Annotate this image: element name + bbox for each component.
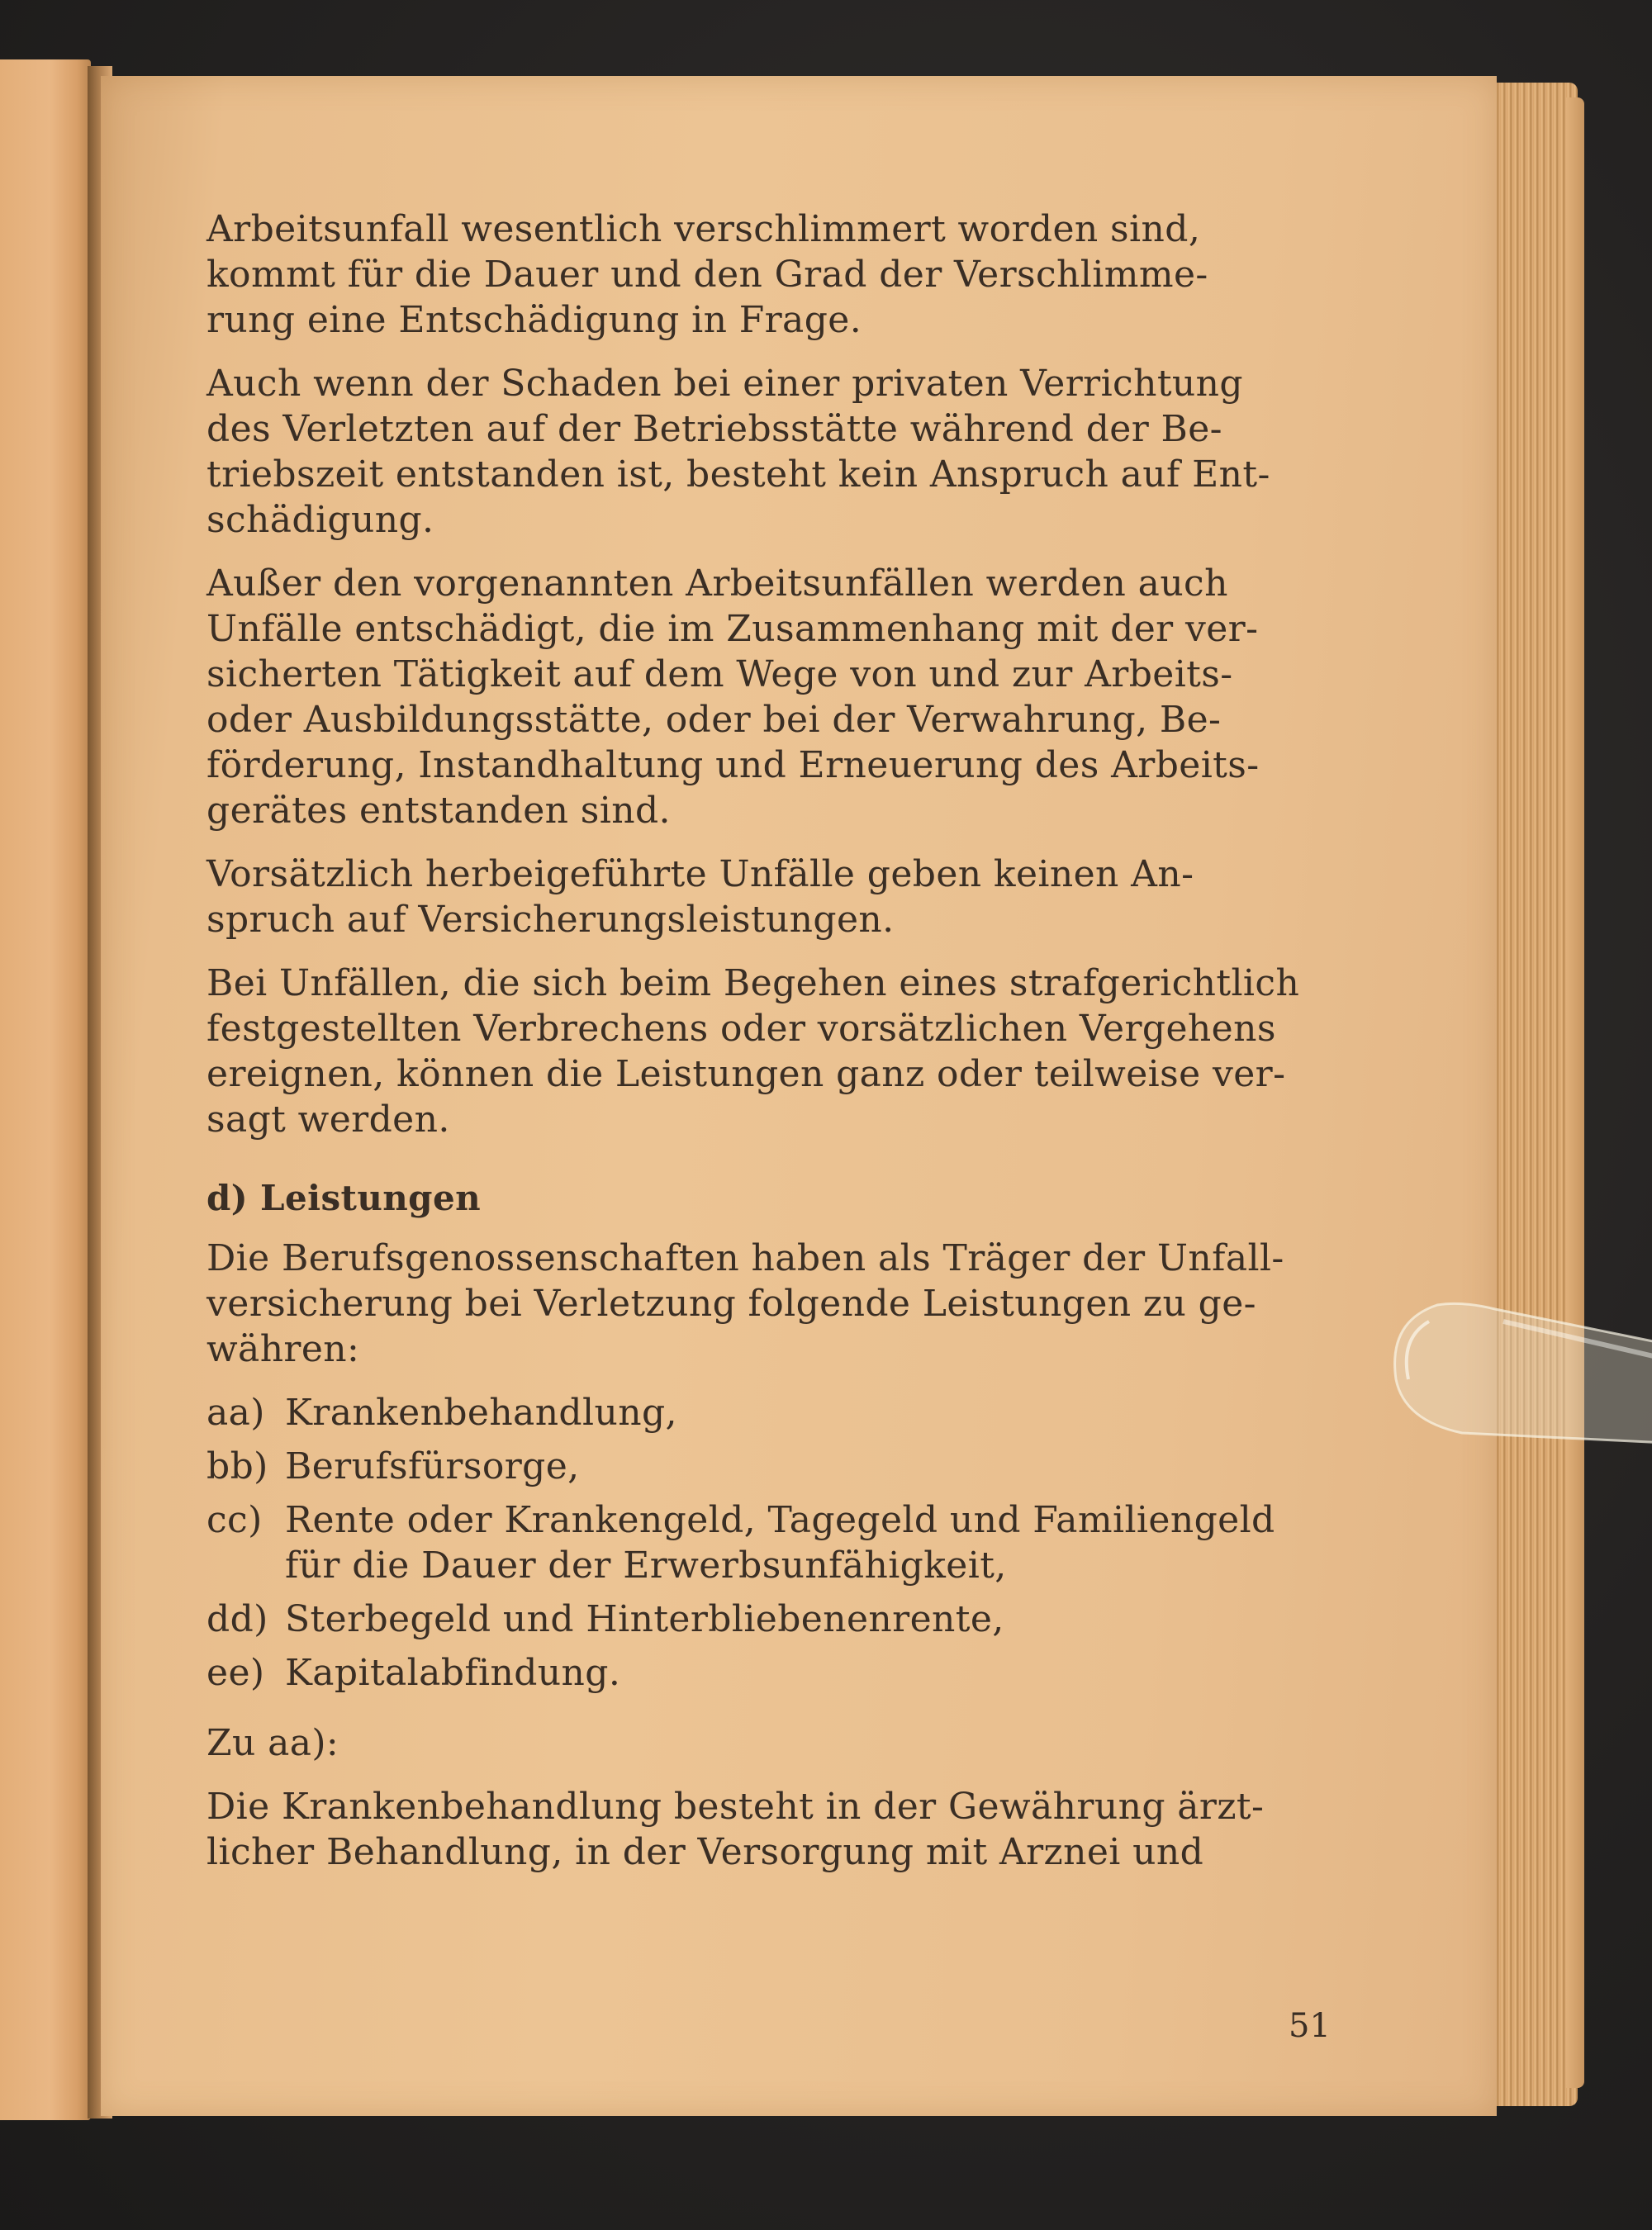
list-item-text: Sterbegeld und Hinterbliebenenrente, [285, 1598, 1004, 1640]
list-marker: cc) [206, 1499, 263, 1541]
paragraph: Außer den vorgenannten Arbeitsunfällen werden auch Unfälle entschädigt, die im Zusammenhang mit der ver- sicherten Tätigkeit auf dem Wege von und zur Arbeits- oder Ausbildungsstätte, oder bei der Verwahrung, Be- förderung, Instandhaltung und Erneuerung des Arbeits- gerätes entstanden sind. [206, 562, 1260, 832]
page-stack-edges [1487, 83, 1578, 2106]
list-item [206, 1390, 1322, 1435]
list-marker: aa) [206, 1392, 265, 1434]
list-item [206, 1497, 1322, 1588]
left-page-edge [0, 59, 91, 2120]
final-paragraph: Die Krankenbehandlung besteht in der Gewährung ärzt- licher Behandlung, in der Versorgung mit Arznei und [206, 1786, 1265, 1873]
list-item-text: Berufsfürsorge, [285, 1445, 580, 1487]
page-number: 51 [1289, 2007, 1331, 2045]
section-heading: d) Leistungen [206, 1178, 482, 1218]
page-text [206, 206, 1322, 1893]
list-item [206, 1650, 1322, 1696]
book-cover-edge [1566, 97, 1584, 2088]
intro-paragraph: Die Berufsgenossenschaften haben als Träger der Unfall- versicherung bei Verletzung folgende Leistungen zu ge- währen: [206, 1237, 1284, 1370]
paragraph: Vorsätzlich herbeigeführte Unfälle geben keinen An- spruch auf Versicherungsleistungen. [206, 853, 1194, 941]
paragraph: Arbeitsunfall wesentlich verschlimmert worden sind, kommt für die Dauer und den Grad der Verschlimme- rung eine Entschädigung in Frage. [206, 208, 1208, 341]
list-item-text: Krankenbehandlung, [285, 1392, 677, 1434]
paragraph: Auch wenn der Schaden bei einer privaten Verrichtung des Verletzten auf der Betriebsstätte während der Be- triebszeit entstanden ist, besteht kein Anspruch auf Ent- schädigung. [206, 363, 1270, 541]
list-marker: dd) [206, 1598, 268, 1640]
list-item [206, 1597, 1322, 1642]
list-marker: ee) [206, 1652, 265, 1694]
subheading: Zu aa): [206, 1722, 339, 1764]
list-item-text: Kapitalabfindung. [285, 1652, 621, 1694]
benefits-list [206, 1390, 1322, 1696]
list-marker: bb) [206, 1445, 268, 1487]
list-item [206, 1444, 1322, 1489]
list-item-text: Rente oder Krankengeld, Tagegeld und Familiengeld für die Dauer der Erwerbsunfähigkeit, [285, 1499, 1275, 1587]
paragraph: Bei Unfällen, die sich beim Begehen eines strafgerichtlich festgestellten Verbrechens oder vorsätzlichen Vergehens ereignen, können die Leistungen ganz oder teilweise ver- sagt werden. [206, 962, 1300, 1141]
